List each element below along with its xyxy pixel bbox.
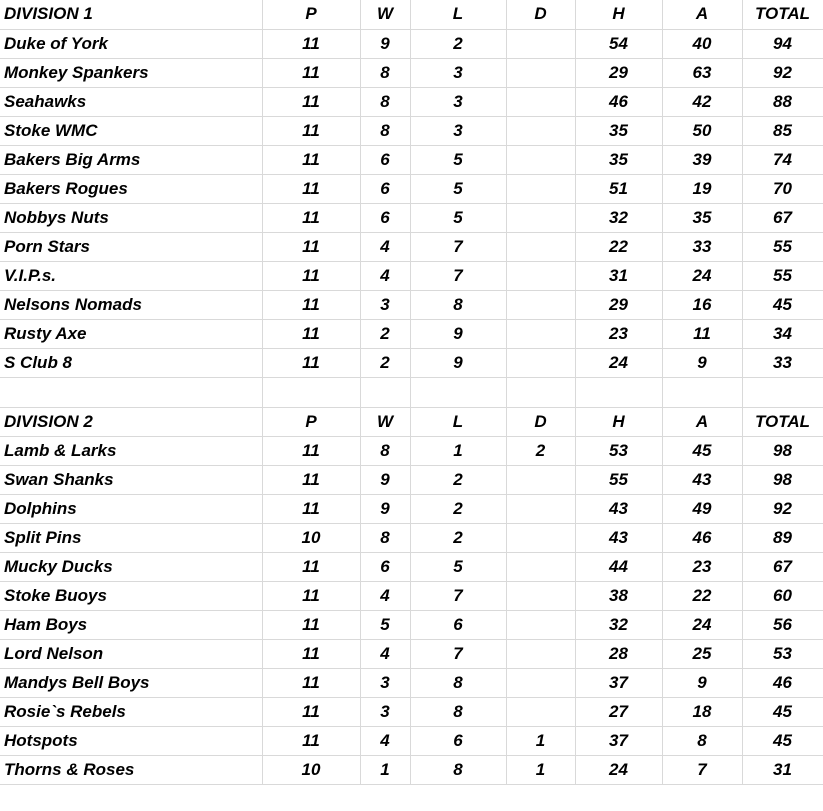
cell-p: 11 — [262, 203, 360, 232]
team-name: Rusty Axe — [0, 319, 262, 348]
cell-h: 24 — [575, 348, 662, 377]
team-name: Mucky Ducks — [0, 552, 262, 581]
cell-a: 46 — [662, 523, 742, 552]
cell-d — [506, 116, 575, 145]
team-name: Nobbys Nuts — [0, 203, 262, 232]
cell-p: 11 — [262, 261, 360, 290]
cell-l: 6 — [410, 726, 506, 755]
cell-total: 67 — [742, 552, 823, 581]
cell-a: 9 — [662, 348, 742, 377]
cell-h: 37 — [575, 668, 662, 697]
cell-l: 9 — [410, 348, 506, 377]
cell-l: 8 — [410, 755, 506, 784]
empty-cell — [506, 377, 575, 407]
column-header-w: W — [360, 0, 410, 29]
cell-a: 45 — [662, 436, 742, 465]
cell-total: 46 — [742, 668, 823, 697]
table-row — [0, 116, 823, 145]
cell-p: 11 — [262, 174, 360, 203]
cell-total: 60 — [742, 581, 823, 610]
table-row — [0, 232, 823, 261]
cell-p: 11 — [262, 232, 360, 261]
cell-total: 92 — [742, 494, 823, 523]
cell-l: 2 — [410, 523, 506, 552]
table-row — [0, 639, 823, 668]
cell-w: 4 — [360, 581, 410, 610]
empty-cell — [575, 377, 662, 407]
cell-h: 23 — [575, 319, 662, 348]
cell-l: 3 — [410, 116, 506, 145]
cell-p: 11 — [262, 581, 360, 610]
cell-a: 50 — [662, 116, 742, 145]
cell-l: 3 — [410, 87, 506, 116]
cell-h: 29 — [575, 58, 662, 87]
cell-w: 1 — [360, 755, 410, 784]
table-row — [0, 261, 823, 290]
cell-l: 2 — [410, 29, 506, 58]
cell-w: 8 — [360, 436, 410, 465]
cell-h: 44 — [575, 552, 662, 581]
cell-h: 55 — [575, 465, 662, 494]
division-title: DIVISION 1 — [0, 0, 262, 29]
spacer-row — [0, 377, 823, 407]
cell-d — [506, 697, 575, 726]
cell-w: 2 — [360, 319, 410, 348]
cell-h: 53 — [575, 436, 662, 465]
table-row — [0, 581, 823, 610]
cell-l: 3 — [410, 58, 506, 87]
cell-h: 32 — [575, 203, 662, 232]
cell-total: 70 — [742, 174, 823, 203]
cell-h: 38 — [575, 581, 662, 610]
column-header-a: A — [662, 407, 742, 436]
cell-p: 11 — [262, 290, 360, 319]
cell-d — [506, 581, 575, 610]
cell-p: 10 — [262, 755, 360, 784]
cell-l: 9 — [410, 319, 506, 348]
cell-w: 8 — [360, 523, 410, 552]
cell-p: 11 — [262, 552, 360, 581]
cell-h: 22 — [575, 232, 662, 261]
cell-h: 43 — [575, 494, 662, 523]
team-name: Rosie`s Rebels — [0, 697, 262, 726]
cell-w: 4 — [360, 261, 410, 290]
cell-p: 11 — [262, 348, 360, 377]
table-row — [0, 755, 823, 784]
cell-h: 46 — [575, 87, 662, 116]
cell-total: 85 — [742, 116, 823, 145]
cell-total: 94 — [742, 29, 823, 58]
cell-total: 89 — [742, 523, 823, 552]
cell-d — [506, 145, 575, 174]
cell-p: 11 — [262, 668, 360, 697]
cell-total: 88 — [742, 87, 823, 116]
cell-a: 16 — [662, 290, 742, 319]
cell-a: 11 — [662, 319, 742, 348]
cell-total: 55 — [742, 232, 823, 261]
team-name: V.I.P.s. — [0, 261, 262, 290]
cell-a: 40 — [662, 29, 742, 58]
cell-l: 8 — [410, 668, 506, 697]
column-header-l: L — [410, 407, 506, 436]
table-row — [0, 29, 823, 58]
team-name: Bakers Big Arms — [0, 145, 262, 174]
cell-h: 54 — [575, 29, 662, 58]
cell-w: 6 — [360, 145, 410, 174]
team-name: Nelsons Nomads — [0, 290, 262, 319]
team-name: S Club 8 — [0, 348, 262, 377]
cell-d: 2 — [506, 436, 575, 465]
cell-w: 2 — [360, 348, 410, 377]
column-header-w: W — [360, 407, 410, 436]
cell-p: 11 — [262, 29, 360, 58]
table-row — [0, 436, 823, 465]
table-row — [0, 552, 823, 581]
cell-w: 6 — [360, 203, 410, 232]
cell-w: 9 — [360, 465, 410, 494]
cell-h: 43 — [575, 523, 662, 552]
table-row — [0, 290, 823, 319]
column-header-h: H — [575, 0, 662, 29]
empty-cell — [410, 377, 506, 407]
cell-total: 74 — [742, 145, 823, 174]
cell-d — [506, 465, 575, 494]
cell-d — [506, 610, 575, 639]
column-header-l: L — [410, 0, 506, 29]
column-header-p: P — [262, 0, 360, 29]
cell-a: 43 — [662, 465, 742, 494]
cell-l: 5 — [410, 552, 506, 581]
empty-cell — [0, 377, 262, 407]
division-header-row — [0, 407, 823, 436]
cell-total: 31 — [742, 755, 823, 784]
cell-w: 3 — [360, 290, 410, 319]
cell-p: 11 — [262, 726, 360, 755]
column-header-h: H — [575, 407, 662, 436]
cell-total: 92 — [742, 58, 823, 87]
cell-d — [506, 552, 575, 581]
cell-a: 7 — [662, 755, 742, 784]
cell-p: 11 — [262, 697, 360, 726]
empty-cell — [662, 377, 742, 407]
cell-a: 18 — [662, 697, 742, 726]
cell-d — [506, 58, 575, 87]
team-name: Hotspots — [0, 726, 262, 755]
team-name: Lamb & Larks — [0, 436, 262, 465]
table-row — [0, 494, 823, 523]
cell-d — [506, 174, 575, 203]
cell-d — [506, 232, 575, 261]
division-title: DIVISION 2 — [0, 407, 262, 436]
cell-p: 11 — [262, 465, 360, 494]
team-name: Mandys Bell Boys — [0, 668, 262, 697]
cell-w: 4 — [360, 726, 410, 755]
cell-a: 24 — [662, 610, 742, 639]
cell-p: 10 — [262, 523, 360, 552]
cell-d — [506, 29, 575, 58]
table-row — [0, 203, 823, 232]
table-row — [0, 174, 823, 203]
cell-h: 32 — [575, 610, 662, 639]
cell-d — [506, 261, 575, 290]
table-row — [0, 668, 823, 697]
cell-l: 5 — [410, 174, 506, 203]
empty-cell — [262, 377, 360, 407]
team-name: Duke of York — [0, 29, 262, 58]
cell-l: 2 — [410, 465, 506, 494]
cell-a: 39 — [662, 145, 742, 174]
cell-total: 67 — [742, 203, 823, 232]
team-name: Dolphins — [0, 494, 262, 523]
cell-total: 98 — [742, 465, 823, 494]
cell-p: 11 — [262, 145, 360, 174]
table-row — [0, 348, 823, 377]
cell-p: 11 — [262, 116, 360, 145]
cell-total: 98 — [742, 436, 823, 465]
team-name: Porn Stars — [0, 232, 262, 261]
cell-a: 22 — [662, 581, 742, 610]
team-name: Bakers Rogues — [0, 174, 262, 203]
cell-l: 6 — [410, 610, 506, 639]
team-name: Stoke Buoys — [0, 581, 262, 610]
cell-l: 7 — [410, 639, 506, 668]
cell-h: 24 — [575, 755, 662, 784]
table-row — [0, 87, 823, 116]
cell-h: 37 — [575, 726, 662, 755]
cell-total: 45 — [742, 290, 823, 319]
column-header-d: D — [506, 407, 575, 436]
empty-cell — [360, 377, 410, 407]
cell-a: 49 — [662, 494, 742, 523]
empty-cell — [742, 377, 823, 407]
cell-total: 56 — [742, 610, 823, 639]
cell-d: 1 — [506, 755, 575, 784]
column-header-d: D — [506, 0, 575, 29]
cell-d — [506, 348, 575, 377]
cell-total: 53 — [742, 639, 823, 668]
cell-a: 24 — [662, 261, 742, 290]
table-row — [0, 465, 823, 494]
cell-a: 33 — [662, 232, 742, 261]
cell-p: 11 — [262, 610, 360, 639]
column-header-a: A — [662, 0, 742, 29]
cell-h: 27 — [575, 697, 662, 726]
table-row — [0, 697, 823, 726]
cell-a: 63 — [662, 58, 742, 87]
cell-w: 8 — [360, 58, 410, 87]
cell-a: 25 — [662, 639, 742, 668]
cell-h: 31 — [575, 261, 662, 290]
cell-total: 45 — [742, 697, 823, 726]
cell-d — [506, 639, 575, 668]
cell-w: 9 — [360, 494, 410, 523]
cell-d: 1 — [506, 726, 575, 755]
table-row — [0, 726, 823, 755]
cell-total: 45 — [742, 726, 823, 755]
cell-h: 28 — [575, 639, 662, 668]
cell-w: 9 — [360, 29, 410, 58]
cell-d — [506, 203, 575, 232]
cell-a: 8 — [662, 726, 742, 755]
cell-w: 4 — [360, 232, 410, 261]
cell-w: 3 — [360, 668, 410, 697]
cell-a: 19 — [662, 174, 742, 203]
cell-w: 8 — [360, 87, 410, 116]
cell-l: 7 — [410, 261, 506, 290]
cell-p: 11 — [262, 639, 360, 668]
cell-l: 8 — [410, 290, 506, 319]
cell-w: 6 — [360, 552, 410, 581]
cell-a: 35 — [662, 203, 742, 232]
team-name: Ham Boys — [0, 610, 262, 639]
team-name: Lord Nelson — [0, 639, 262, 668]
cell-total: 55 — [742, 261, 823, 290]
cell-w: 6 — [360, 174, 410, 203]
team-name: Seahawks — [0, 87, 262, 116]
table-row — [0, 319, 823, 348]
cell-d — [506, 494, 575, 523]
cell-w: 5 — [360, 610, 410, 639]
table-row — [0, 145, 823, 174]
table-row — [0, 523, 823, 552]
cell-d — [506, 668, 575, 697]
cell-total: 33 — [742, 348, 823, 377]
cell-h: 35 — [575, 145, 662, 174]
cell-total: 34 — [742, 319, 823, 348]
column-header-total: TOTAL — [742, 407, 823, 436]
cell-d — [506, 87, 575, 116]
table-row — [0, 610, 823, 639]
cell-w: 4 — [360, 639, 410, 668]
team-name: Monkey Spankers — [0, 58, 262, 87]
team-name: Swan Shanks — [0, 465, 262, 494]
team-name: Stoke WMC — [0, 116, 262, 145]
cell-l: 7 — [410, 232, 506, 261]
cell-h: 29 — [575, 290, 662, 319]
cell-l: 8 — [410, 697, 506, 726]
cell-l: 5 — [410, 145, 506, 174]
cell-p: 11 — [262, 319, 360, 348]
cell-l: 1 — [410, 436, 506, 465]
cell-p: 11 — [262, 436, 360, 465]
division-header-row — [0, 0, 823, 29]
column-header-p: P — [262, 407, 360, 436]
cell-d — [506, 523, 575, 552]
team-name: Split Pins — [0, 523, 262, 552]
column-header-total: TOTAL — [742, 0, 823, 29]
cell-h: 51 — [575, 174, 662, 203]
cell-a: 42 — [662, 87, 742, 116]
cell-w: 8 — [360, 116, 410, 145]
cell-l: 7 — [410, 581, 506, 610]
cell-d — [506, 319, 575, 348]
cell-p: 11 — [262, 87, 360, 116]
table-row — [0, 58, 823, 87]
team-name: Thorns & Roses — [0, 755, 262, 784]
cell-l: 5 — [410, 203, 506, 232]
cell-d — [506, 290, 575, 319]
cell-p: 11 — [262, 58, 360, 87]
cell-p: 11 — [262, 494, 360, 523]
cell-a: 23 — [662, 552, 742, 581]
cell-w: 3 — [360, 697, 410, 726]
cell-a: 9 — [662, 668, 742, 697]
cell-h: 35 — [575, 116, 662, 145]
cell-l: 2 — [410, 494, 506, 523]
